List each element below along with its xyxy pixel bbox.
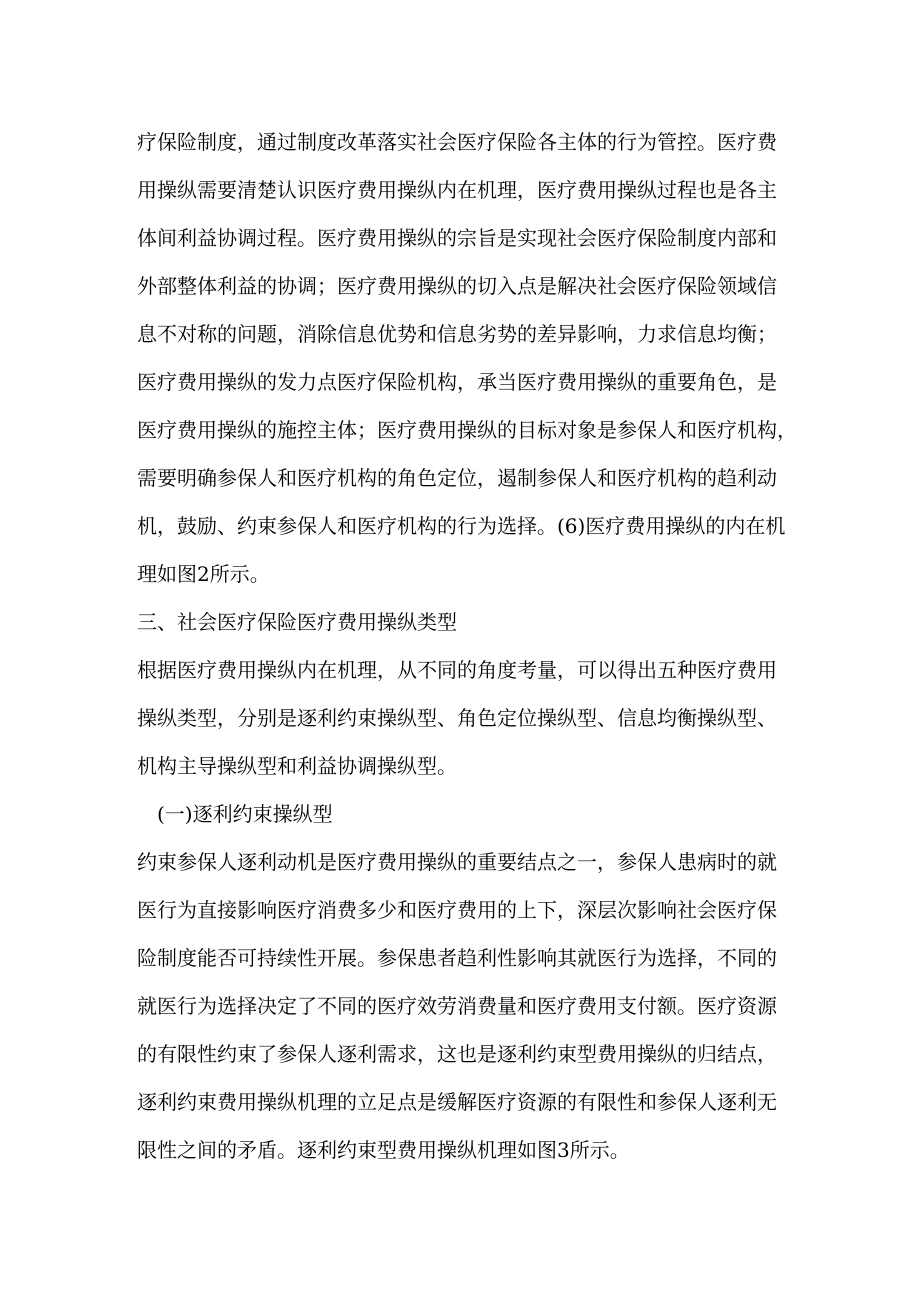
paragraph-line: 疗保险制度，通过制度改革落实社会医疗保险各主体的行为管控。医疗费 — [137, 130, 777, 154]
paragraph-line: 的有限性约束了参保人逐利需求，这也是逐利约束型费用操纵的归结点， — [137, 1042, 777, 1066]
paragraph-line: 体间利益协调过程。医疗费用操纵的宗旨是实现社会医疗保险制度内部和 — [137, 226, 777, 250]
paragraph-line: 约束参保人逐利动机是医疗费用操纵的重要结点之一，参保人患病时的就 — [137, 850, 777, 874]
subsection-heading: (一)逐利约束操纵型 — [157, 802, 333, 826]
paragraph-line: 理如图2所示。 — [137, 562, 270, 586]
paragraph-line: 限性之间的矛盾。逐利约束型费用操纵机理如图3所示。 — [137, 1138, 630, 1162]
paragraph-line: 险制度能否可持续性开展。参保患者趋利性影响其就医行为选择，不同的 — [137, 946, 777, 970]
paragraph-line: 医疗费用操纵的发力点医疗保险机构，承当医疗费用操纵的重要角色，是 — [137, 370, 777, 394]
paragraph-line: 医行为直接影响医疗消费多少和医疗费用的上下，深层次影响社会医疗保 — [137, 898, 777, 922]
paragraph-line: 机，鼓励、约束参保人和医疗机构的行为选择。(6)医疗费用操纵的内在机 — [137, 514, 786, 538]
paragraph-line: 操纵类型，分别是逐利约束操纵型、角色定位操纵型、信息均衡操纵型、 — [137, 706, 777, 730]
paragraph-line: 需要明确参保人和医疗机构的角色定位，遏制参保人和医疗机构的趋利动 — [137, 466, 777, 490]
paragraph-line: 就医行为选择决定了不同的医疗效劳消费量和医疗费用支付额。医疗资源 — [137, 994, 777, 1018]
paragraph-line: 外部整体利益的协调；医疗费用操纵的切入点是解决社会医疗保险领域信 — [137, 274, 777, 298]
body-text — [137, 118, 817, 1174]
paragraph-line: 根据医疗费用操纵内在机理，从不同的角度考量，可以得出五种医疗费用 — [137, 658, 777, 682]
paragraph-line: 逐利约束费用操纵机理的立足点是缓解医疗资源的有限性和参保人逐利无 — [137, 1090, 777, 1114]
paragraph-line: 医疗费用操纵的施控主体；医疗费用操纵的目标对象是参保人和医疗机构， — [137, 418, 797, 442]
paragraph-line: 用操纵需要清楚认识医疗费用操纵内在机理，医疗费用操纵过程也是各主 — [137, 178, 777, 202]
paragraph-line: 机构主导操纵型和利益协调操纵型。 — [137, 754, 457, 778]
section-heading: 三、社会医疗保险医疗费用操纵类型 — [137, 610, 457, 634]
paragraph-line: 息不对称的问题，消除信息优势和信息劣势的差异影响，力求信息均衡； — [137, 322, 777, 346]
